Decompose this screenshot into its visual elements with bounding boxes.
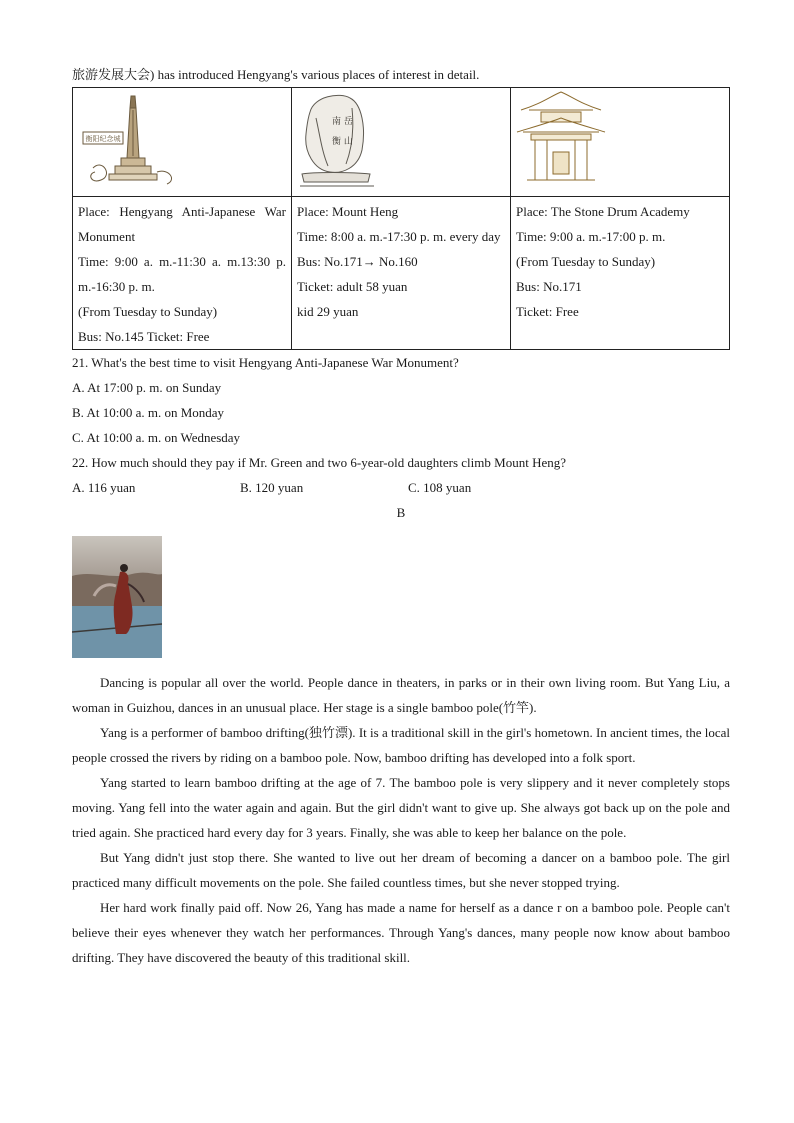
paragraph-4: But Yang didn't just stop there. She wanted to live out her dream of becoming a dancer on a bamboo pole. The girl practiced many difficult movements on the pole. She failed countless times, but she never stopped trying. xyxy=(72,850,730,890)
svg-text:衡阳纪念城: 衡阳纪念城 xyxy=(85,135,121,143)
mount-heng-place: Place: Mount Heng xyxy=(297,204,399,219)
bamboo-dancer-photo xyxy=(72,536,162,658)
question-21-stem: 21. What's the best time to visit Hengyang Anti-Japanese War Monument? xyxy=(72,355,459,370)
question-22-option-a: A. 116 yuan xyxy=(72,480,136,495)
academy-image-cell xyxy=(511,88,730,197)
mount-heng-time: Time: 8:00 a. m.-17:30 p. m. every day xyxy=(297,229,501,244)
question-22-option-b: B. 120 yuan xyxy=(240,480,304,495)
mount-heng-image-cell xyxy=(292,88,511,197)
info-row xyxy=(73,197,730,350)
academy-time: Time: 9:00 a. m.-17:00 p. m. xyxy=(516,229,666,244)
paragraph-1: Dancing is popular all over the world. People dance in theaters, in parks or in their own living room. But Yang Liu, a woman in Guizhou, dances in an unusual place. Her stage is a single bamboo pole(竹竿). xyxy=(72,675,730,715)
monument-info-cell xyxy=(73,197,292,350)
question-21-option-a: A. At 17:00 p. m. on Sunday xyxy=(72,380,222,395)
monument-image-cell xyxy=(73,88,292,197)
mount-heng-stone-image xyxy=(292,88,511,192)
question-22 xyxy=(72,450,730,500)
question-22-option-c: C. 108 yuan xyxy=(408,480,472,495)
places-table xyxy=(72,87,730,350)
question-21 xyxy=(72,350,730,450)
academy-place: Place: The Stone Drum Academy xyxy=(516,204,690,219)
mount-heng-ticket-adult: Ticket: adult 58 yuan xyxy=(297,279,408,294)
section-b-heading: B xyxy=(396,505,406,520)
question-21-option-c: C. At 10:00 a. m. on Wednesday xyxy=(72,430,241,445)
stone-text-1: 南 岳 xyxy=(332,117,353,127)
paragraph-2: Yang is a performer of bamboo drifting(独竹漂). It is a traditional skill in the girl's hometown. In ancient times, the local people crossed the rivers by riding on a bamboo pole. Now, bamboo drifting has developed into a folk sport. xyxy=(72,725,730,765)
academy-pavilion-image xyxy=(511,88,730,192)
academy-bus: Bus: No.171 xyxy=(516,279,582,294)
image-row xyxy=(73,88,730,197)
paragraph-5: Her hard work finally paid off. Now 26, Yang has made a name for herself as a dance r on a bamboo pole. People can't believe their eyes whenever they watch her performances. Through Yang's dances, many people now know about bamboo drifting. They have discovered the beauty of this traditional skill. xyxy=(72,900,730,965)
mount-heng-ticket-kid: kid 29 yuan xyxy=(297,304,359,319)
mount-heng-bus: Bus: No.171→ No.160 xyxy=(297,254,418,269)
question-22-options xyxy=(72,475,730,500)
question-22-stem: 22. How much should they pay if Mr. Green and two 6-year-old daughters climb Mount Heng? xyxy=(72,455,566,470)
stone-text-2: 衡 山 xyxy=(332,137,353,147)
intro-line: 旅游发展大会) has introduced Hengyang's various places of interest in detail. xyxy=(72,67,480,82)
monument-time: Time: 9:00 a. m.-11:30 a. m.13:30 p. m.-16:30 p. m. xyxy=(78,254,286,294)
academy-info-cell xyxy=(511,197,730,350)
academy-ticket: Ticket: Free xyxy=(516,304,579,319)
monument-image xyxy=(73,88,292,192)
mount-heng-info-cell xyxy=(292,197,511,350)
document-page xyxy=(72,62,730,970)
monument-bus-ticket: Bus: No.145 Ticket: Free xyxy=(78,329,210,344)
monument-place: Place: Hengyang Anti-Japanese War Monument xyxy=(78,204,286,244)
monument-days: (From Tuesday to Sunday) xyxy=(78,304,218,319)
academy-days: (From Tuesday to Sunday) xyxy=(516,254,656,269)
paragraph-3: Yang started to learn bamboo drifting at the age of 7. The bamboo pole is very slippery and it never completely stops moving. Yang fell into the water again and again. But the girl didn't want to give up. She always got back up on the pole and tried again. She practiced hard every day for 3 years. Finally, she was able to keep her balance on the pole. xyxy=(72,775,730,840)
question-21-option-b: B. At 10:00 a. m. on Monday xyxy=(72,405,225,420)
passage-b xyxy=(72,670,730,970)
